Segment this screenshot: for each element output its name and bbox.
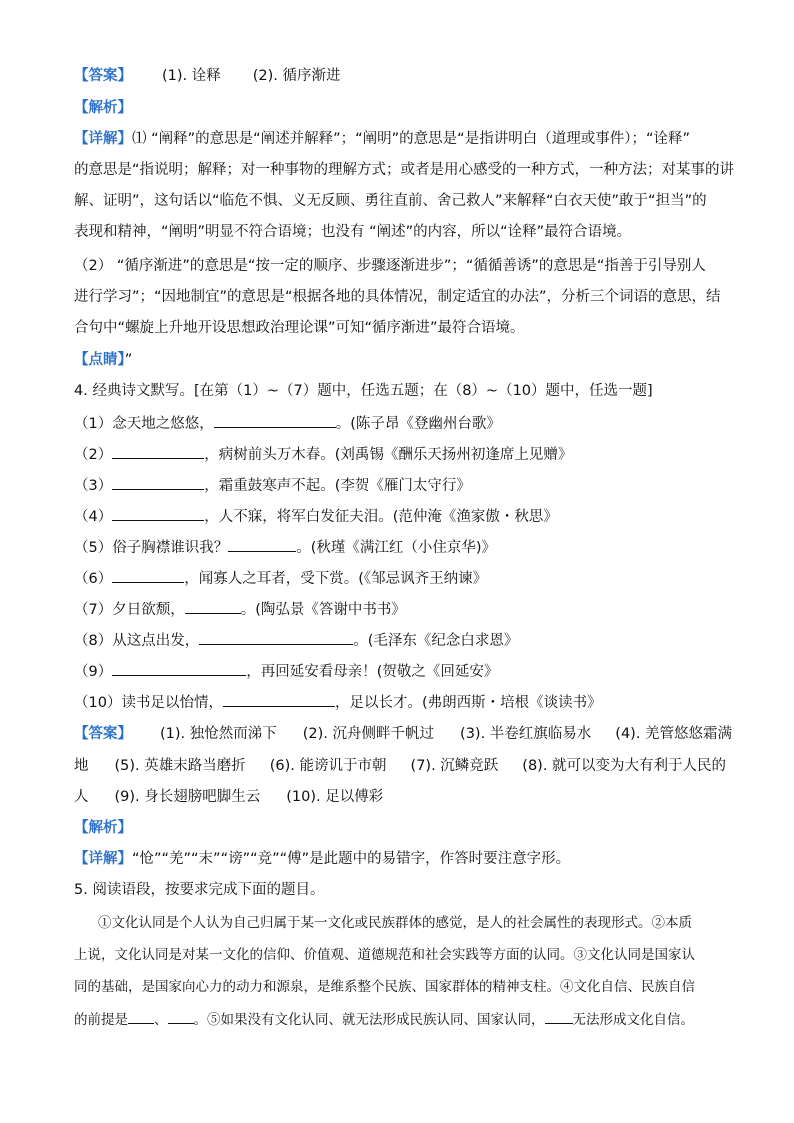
dianjing-text: ” — [124, 352, 133, 368]
poem-item — [74, 412, 501, 434]
detail-text-line: 合句中“螺旋上升地开设思想政治理论课”可知“循序渐进”最符合语境。 — [74, 320, 525, 336]
answer-blank[interactable] — [199, 629, 353, 645]
answer-item: (5). 英雄末路当磨折 — [114, 758, 246, 774]
detail-text-line: 进行学习”；“因地制宜”的意思是“根据各地的具体情况，制定适宜的办法”，分析三个词语的意思，结 — [74, 289, 721, 305]
poem-item — [74, 660, 498, 682]
answer-item: (6). 能谤讥于市朝 — [269, 758, 387, 774]
q3-analysis-tag-line — [74, 98, 132, 118]
poem-pre: （9） — [74, 664, 113, 680]
poem-post: 。(陶弘景《答谢中书书》 — [240, 602, 406, 618]
q3-detail-line — [74, 129, 690, 149]
answer-blank[interactable] — [228, 536, 296, 552]
answer-blank[interactable] — [214, 412, 336, 428]
passage-text: 的前提是 — [74, 1012, 128, 1028]
dianjing-tag: 【点睛】 — [74, 352, 125, 368]
poem-pre: （2） — [74, 447, 113, 463]
passage-line: 上说，文化认同是对某一文化的信仰、价值观、道德规范和社会实践等方面的认同。③文化认同是国家认 — [74, 947, 695, 963]
detail-text-line: 的意思是“指说明；解释；对一种事物的理解方式；或者是用心感受的一种方式，一种方法；对某事的讲 — [74, 162, 735, 178]
q4-answer-line-1 — [74, 724, 732, 744]
poem-post: 。(秋瑾《满江红（小住京华)》 — [296, 540, 497, 556]
answer-blank[interactable] — [112, 567, 184, 583]
detail-text-line: 解、证明”，这句话以“临危不惧、义无反顾、勇往直前、舍己救人”来解释“白衣天使”敢于“担当”的 — [74, 193, 707, 209]
passage-text: 、 — [154, 1012, 168, 1028]
poem-pre: （7）夕日欲颓， — [74, 602, 185, 618]
poem-pre: （5）俗子胸襟谁识我？ — [74, 540, 229, 556]
answer-blank[interactable] — [185, 598, 241, 614]
answer-item: (9). 身长翅膀吧脚生云 — [114, 789, 261, 805]
answer-blank[interactable] — [112, 443, 204, 459]
poem-pre: （10）读书足以怡情， — [74, 695, 223, 711]
poem-post: 。(毛泽东《纪念白求恩》 — [353, 633, 519, 649]
passage-line: ①文化认同是个人认为自己归属于某一文化或民族群体的感觉，是人的社会属性的表现形式。②本质 — [98, 915, 692, 931]
dianjing-line — [74, 350, 132, 370]
answer-blank[interactable] — [545, 1008, 573, 1024]
answer-item: (2). 循序渐进 — [252, 68, 341, 84]
answer-item: (8). 就可以变为大有利于人民的 — [522, 758, 727, 774]
answer-item: (10). 足以傅彩 — [286, 789, 384, 805]
answer-blank[interactable] — [112, 660, 246, 676]
detail-tag: 【详解】 — [74, 851, 132, 867]
q4-analysis-tag-line — [74, 818, 132, 838]
analysis-tag: 【解析】 — [74, 100, 132, 116]
analysis-tag: 【解析】 — [74, 820, 132, 836]
poem-pre: （4） — [74, 509, 113, 525]
answer-item: (4). 羌管悠悠霜满 — [615, 726, 733, 742]
passage-text: 无法形成文化自信。 — [572, 1012, 694, 1028]
poem-post: ，闻寡人之耳者，受下赏。(《邹忌讽齐王纳谏》 — [184, 571, 488, 587]
detail-text: ⑴ “阐释”的意思是“阐述并解释”；“阐明”的意思是“是指讲明白（道理或事件）；“诠释” — [132, 131, 690, 147]
poem-item — [74, 567, 487, 589]
poem-item — [74, 691, 602, 713]
poem-item — [74, 629, 518, 651]
poem-pre: （6） — [74, 571, 113, 587]
answer-tag: 【答案】 — [74, 68, 132, 84]
answer-item: (1). 诠释 — [162, 68, 221, 84]
answer-blank[interactable] — [168, 1008, 194, 1024]
detail-tag: 【详解】 — [74, 131, 132, 147]
detail-text: “怆”“羌”“末”“谤”“竞”“傅”是此题中的易错字，作答时要注意字形。 — [132, 851, 571, 867]
poem-item — [74, 536, 496, 558]
answer-item: (3). 半卷红旗临易水 — [460, 726, 592, 742]
answer-blank[interactable] — [112, 474, 204, 490]
poem-pre: （1）念天地之悠悠， — [74, 416, 214, 432]
q5-stem: 5. 阅读语段，按要求完成下面的题目。 — [74, 882, 325, 898]
passage-line — [74, 1008, 694, 1030]
q4-answer-line-3 — [74, 787, 383, 807]
detail-text-line: 表现和精神，“阐明”明显不符合语境；也没有 “阐述”的内容，所以“诠释”最符合语境。 — [74, 224, 632, 240]
q3-answer-line — [74, 66, 341, 86]
poem-post: ，病树前头万木春。(刘禹锡《酬乐天扬州初逢席上见赠》 — [204, 447, 573, 463]
poem-post: ，足以长才。(弗朗西斯・培根《谈读书》 — [334, 695, 602, 711]
poem-item — [74, 474, 471, 496]
answer-item: (2). 沉舟侧畔千帆过 — [302, 726, 435, 742]
poem-pre: （3） — [74, 478, 113, 494]
answer-blank[interactable] — [128, 1008, 154, 1024]
poem-pre: （8）从这点出发， — [74, 633, 200, 649]
q4-answer-line-2 — [74, 756, 726, 776]
answer-item: 地 — [74, 758, 89, 774]
poem-item — [74, 598, 406, 620]
answer-blank[interactable] — [112, 505, 204, 521]
passage-text: 。⑤如果没有文化认同、就无法形成民族认同、国家认同， — [193, 1012, 545, 1028]
q4-stem: 4. 经典诗文默写。[在第（1）~（7）题中，任选五题；在（8）~（10）题中，任选一题] — [74, 383, 653, 399]
poem-post: ，再回延安看母亲！(贺敬之《回延安》 — [246, 664, 499, 680]
answer-item: (7). 沉鳞竞跃 — [410, 758, 499, 774]
answer-item: (1). 独怆然而涕下 — [160, 726, 277, 742]
q4-detail-line — [74, 849, 570, 869]
answer-tag: 【答案】 — [74, 726, 132, 742]
poem-item — [74, 443, 572, 465]
detail-text-line: （2） “循序渐进”的意思是“按一定的顺序、步骤逐渐进步”；“循循善诱”的意思是“指善于引导别人 — [74, 258, 706, 274]
answer-item: 人 — [74, 789, 89, 805]
answer-blank[interactable] — [223, 691, 335, 707]
poem-item — [74, 505, 558, 527]
poem-post: ，霜重鼓寒声不起。(李贺《雁门太守行》 — [204, 478, 471, 494]
passage-line: 同的基础，是国家向心力的动力和源泉，是维系整个民族、国家群体的精神支柱。④文化自信、民族自信 — [74, 979, 695, 995]
poem-post: 。(陈子昂《登幽州台歌》 — [335, 416, 501, 432]
poem-post: ，人不寐，将军白发征夫泪。(范仲淹《渔家傲・秋思》 — [204, 509, 558, 525]
